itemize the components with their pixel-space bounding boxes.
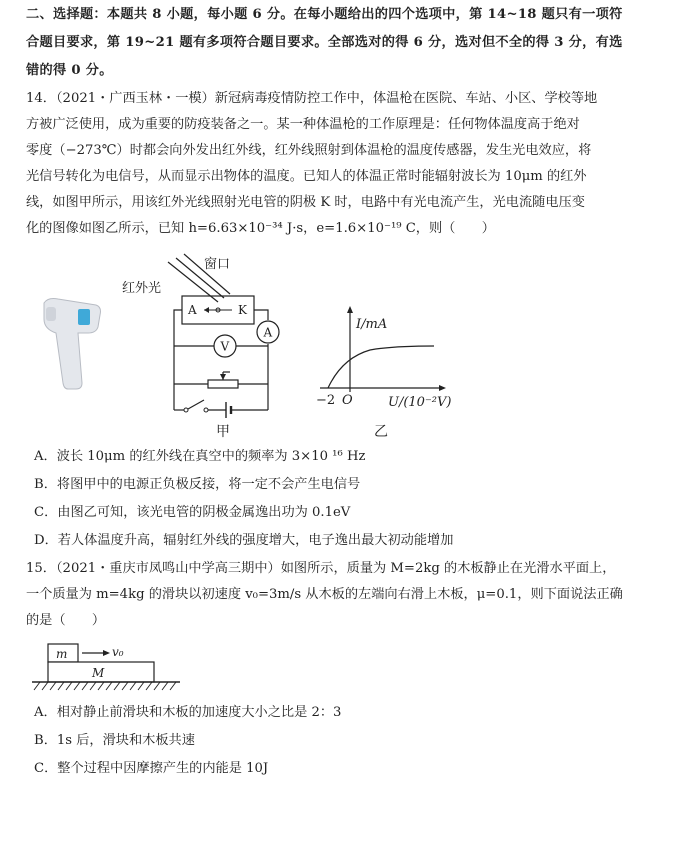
section-heading-line-3: 错的得 0 分。 [26,63,113,78]
q14-option-b: B．将图甲中的电源正负极反接，将一定不会产生电信号 [34,477,361,492]
q14-stem-line-2: 方被广泛使用，成为重要的防疫装备之一。某一种体温枪的工作原理是：任何物体温度高于绝对 [26,117,580,132]
x-axis-label: U/(10⁻²V) [388,395,452,410]
ir-label: 红外光 [122,281,162,296]
q14-option-a: A．波长 10μm 的红外线在真空中的频率为 3×10 ¹⁶ Hz [34,449,366,464]
y-axis-label: I/mA [356,317,388,332]
voltmeter-label: V [220,339,230,354]
velocity-label: v₀ [112,645,124,659]
photocurrent-curve [328,346,434,388]
q14-stem-line-4: 光信号转化为电信号，从而显示出物体的温度。已知人的体温正常时能辐射波长为 10μm 的红外 [26,169,587,184]
q15-board-figure [30,638,190,696]
q14-stem-line-5: 线，如图甲所示，用该红外光线照射光电管的阴极 K 时，电路中有光电流产生，光电流随电压变 [26,195,585,210]
q15-option-c: C．整个过程中因摩擦产生的内能是 10J [34,761,269,776]
q14-option-c: C．由图乙可知，该光电管的阴极金属逸出功为 0.1eV [34,505,351,520]
figure-yi-caption: 乙 [374,424,388,440]
q14-stem-line-6: 化的图像如图乙所示，已知 h=6.63×10⁻³⁴ J·s，e=1.6×10⁻¹⁹ C，则（ ） [26,221,495,236]
q15-stem-line-1: 15．（2021・重庆市凤鸣山中学高三期中）如图所示，质量为 M=2kg 的木板静止在光滑水平面上， [26,561,616,576]
rheostat [208,380,238,388]
q14-stem-line-1: 14．（2021・广西玉林・一模）新冠病毒疫情防控工作中，体温枪在医院、车站、小区、学校等地 [26,91,598,106]
q15-stem-line-3: 的是（ ） [26,613,106,628]
q15-option-a: A．相对静止前滑块和木板的加速度大小之比是 2：3 [34,705,342,720]
section-heading-line-1: 二、选择题：本题共 8 小题，每小题 6 分。在每小题给出的四个选项中，第 14~18 题只有一项符 [26,7,623,22]
figure-jia-circuit [118,252,298,442]
block-label: m [56,647,68,661]
ground-hatching [34,682,176,690]
q15-option-b: B．1s 后，滑块和木板共速 [34,733,195,748]
origin-label: O [342,393,353,408]
tick-neg-label: −2 [316,393,336,408]
ammeter-label: A [263,325,273,340]
q14-stem-line-3: 零度（−273℃）时都会向外发出红外线，红外线照射到体温枪的温度传感器，发生光电效应，将 [26,143,592,158]
thermometer-gun-image [38,295,108,395]
section-heading-line-2: 合题目要求，第 19~21 题有多项符合题目要求。全部选对的得 6 分，选对但不全的得 3 分，有选 [26,35,623,50]
q15-stem-line-2: 一个质量为 m=4kg 的滑块以初速度 v₀=3m/s 从木板的左端向右滑上木板，μ=0.1，则下面说法正确 [26,587,623,602]
thermometer-screen [78,309,90,325]
cathode-label: K [238,303,247,317]
figure-jia-caption: 甲 [216,424,230,440]
window-label: 窗口 [204,257,231,272]
figure-yi-graph [312,298,482,442]
anode-label: A [188,303,197,317]
switch [188,400,204,409]
q14-option-d: D．若人体温度升高，辐射红外线的强度增大，电子逸出最大初动能增加 [34,533,454,548]
board-label: M [92,666,105,680]
